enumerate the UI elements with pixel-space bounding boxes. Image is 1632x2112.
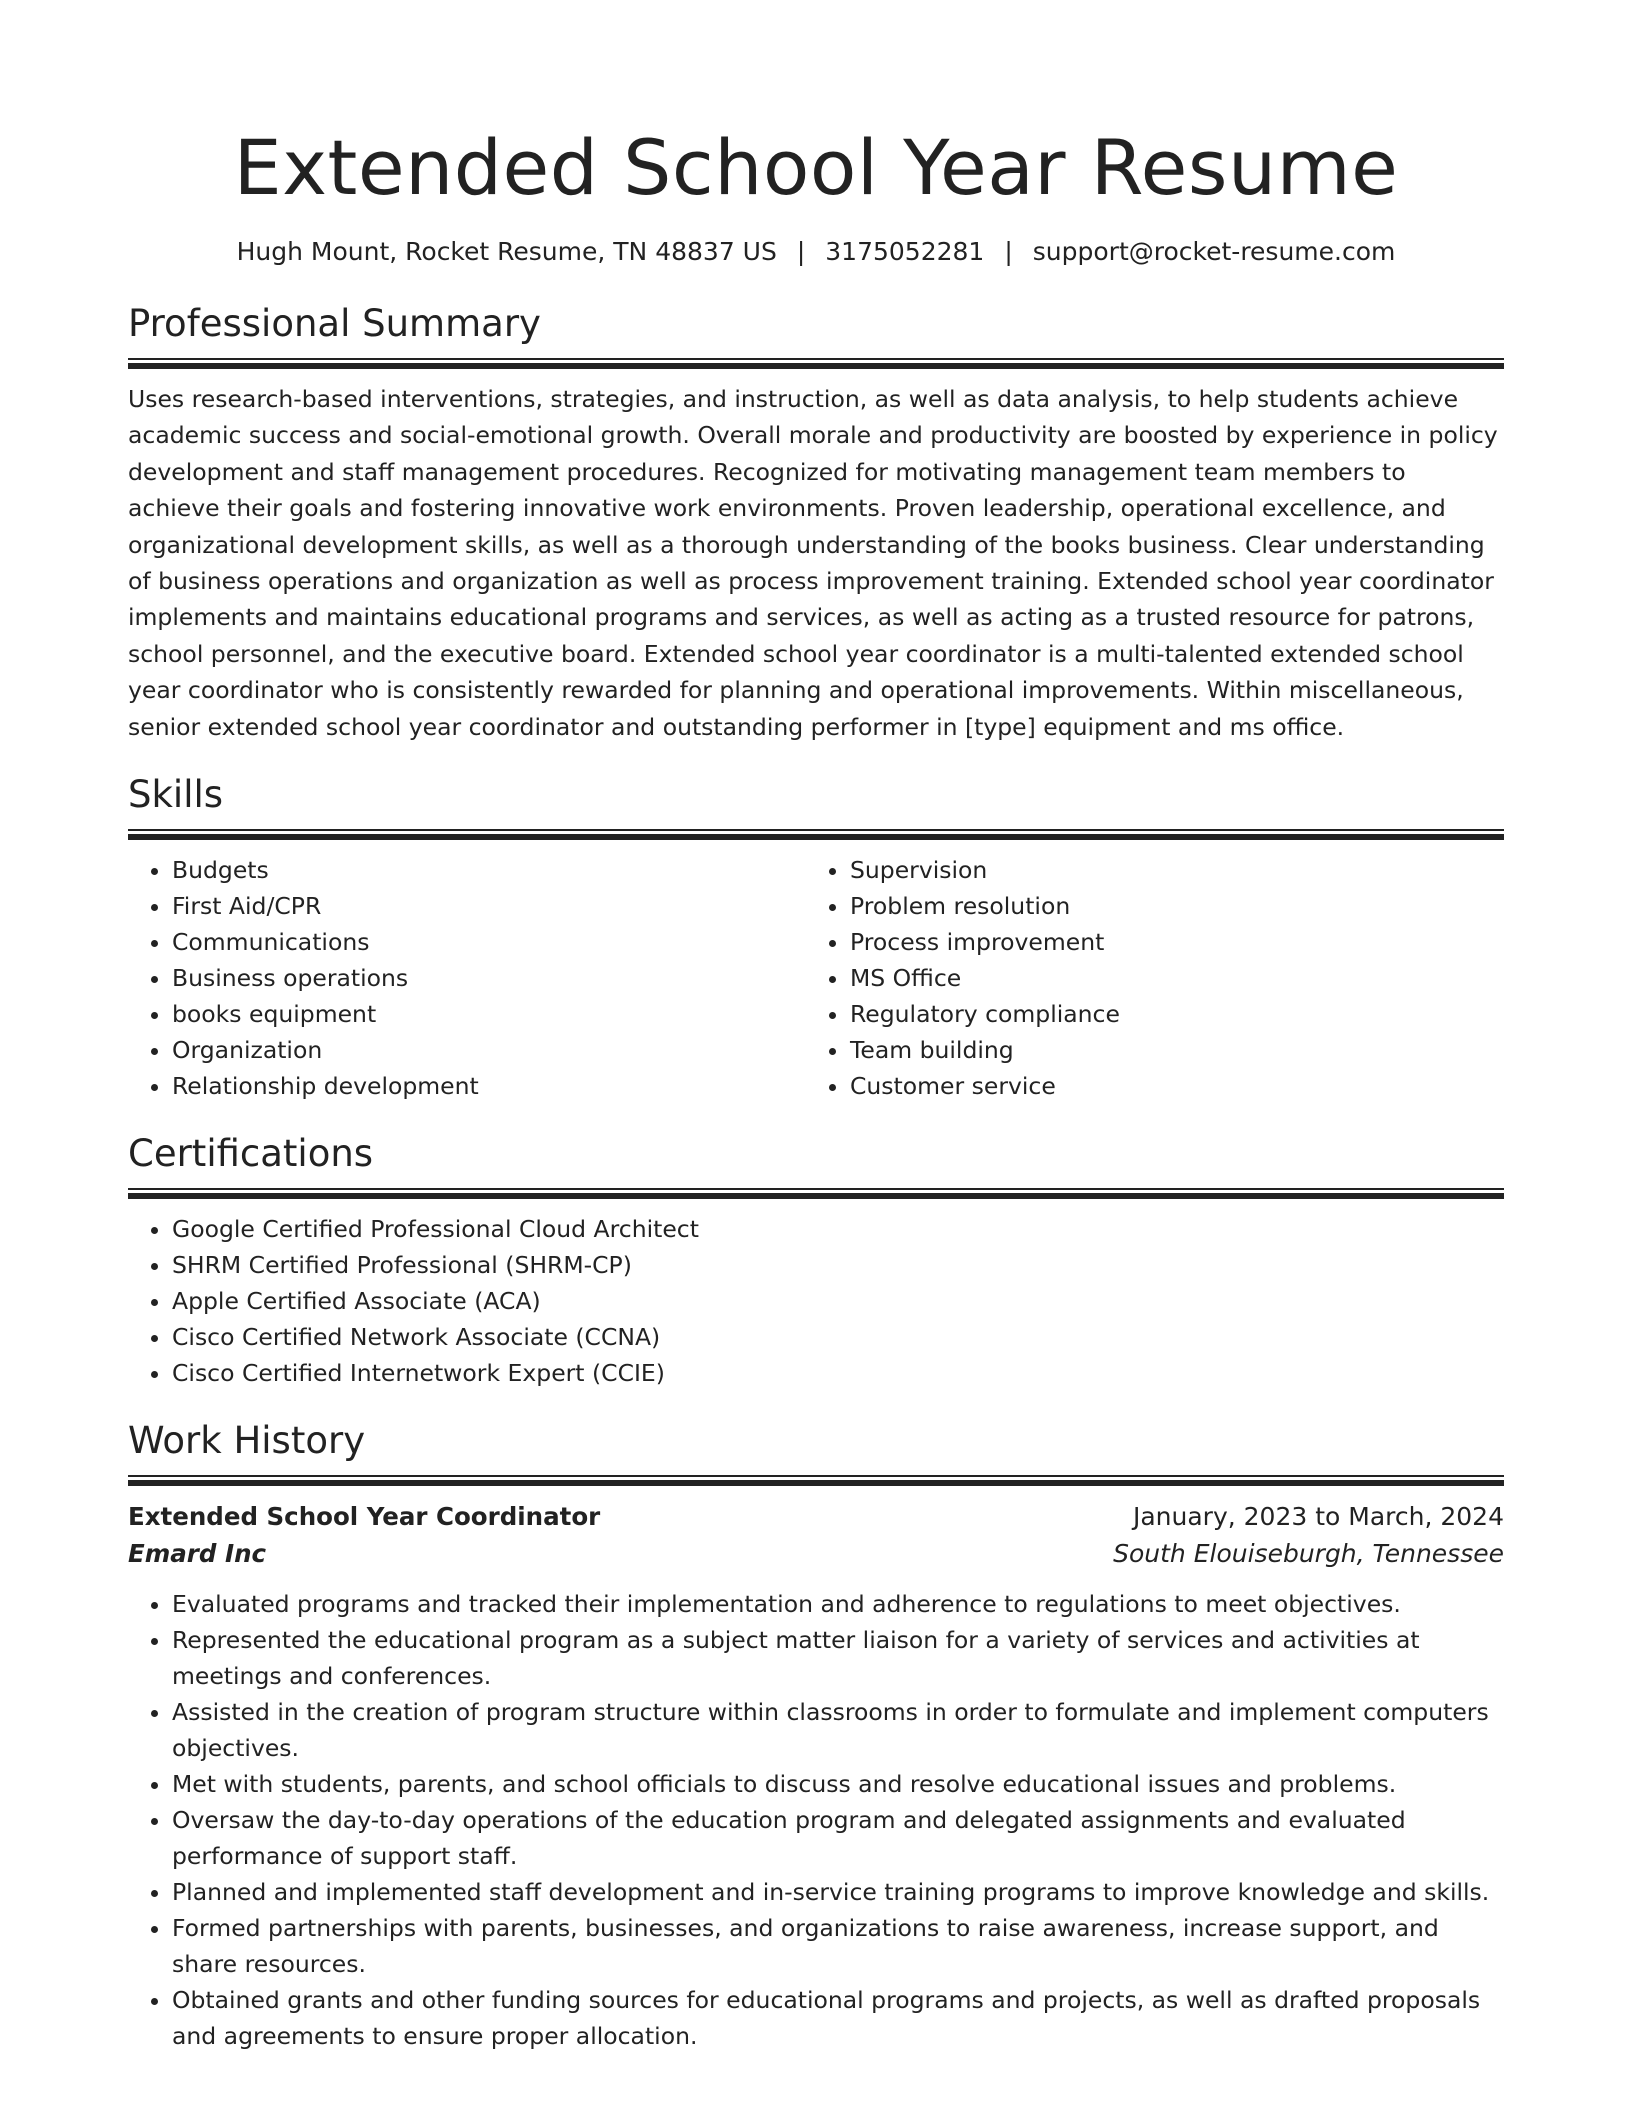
skill-item: • MS Office [850, 960, 1504, 996]
skill-item: • Budgets [172, 852, 806, 888]
skill-item: • Supervision [850, 852, 1504, 888]
certifications-section [128, 1130, 1504, 1391]
contact-separator: | [1004, 237, 1013, 266]
job-company: Emard Inc [128, 1539, 267, 1569]
job-bullet: • Formed partnerships with parents, businesses, and organizations to raise awareness, increase support, and share resources. [172, 1910, 1504, 1982]
skill-item: • Business operations [172, 960, 806, 996]
contact-address: Hugh Mount, Rocket Resume, TN 48837 US [236, 237, 777, 266]
section-divider [128, 1188, 1504, 1199]
skill-item: • Team building [850, 1032, 1504, 1068]
job-dates: January, 2023 to March, 2024 [1132, 1502, 1504, 1532]
section-divider [128, 1475, 1504, 1486]
skill-item: • Regulatory compliance [850, 996, 1504, 1032]
job-entry [128, 1498, 1504, 2054]
work-history-section [128, 1417, 1504, 2054]
job-bullet: • Planned and implemented staff development and in-service training programs to improve knowledge and skills. [172, 1874, 1504, 1910]
skills-list-right [806, 852, 1504, 1104]
job-header-row [128, 1498, 1504, 1535]
contact-email[interactable]: support@rocket-resume.com [1032, 237, 1396, 266]
section-heading-certifications: Certifications [128, 1132, 374, 1176]
skill-item: • Organization [172, 1032, 806, 1068]
contact-separator: | [796, 237, 806, 266]
skill-item: • Process improvement [850, 924, 1504, 960]
skill-item: • books equipment [172, 996, 806, 1032]
section-divider [128, 358, 1504, 369]
skill-item: • Communications [172, 924, 806, 960]
certification-item: • Apple Certified Associate (ACA) [172, 1283, 1504, 1319]
summary-section [128, 300, 1504, 745]
job-location: South Elouiseburgh, Tennessee [1113, 1539, 1504, 1569]
job-bullet: • Obtained grants and other funding sources for educational programs and projects, as well as drafted proposals and agreements to ensure proper allocation. [172, 1982, 1504, 2054]
skill-item: • Customer service [850, 1068, 1504, 1104]
skills-list-left [128, 852, 806, 1104]
job-subheader-row [128, 1535, 1504, 1572]
job-title: Extended School Year Coordinator [128, 1502, 601, 1532]
resume-page [128, 118, 1504, 2054]
job-bullet: • Represented the educational program as a subject matter liaison for a variety of services and activities at meetings and conferences. [172, 1622, 1504, 1694]
section-heading-skills: Skills [128, 773, 224, 817]
section-divider [128, 829, 1504, 840]
skills-section [128, 771, 1504, 1104]
certification-item: • Cisco Certified Internetwork Expert (CCIE) [172, 1355, 1504, 1391]
job-bullet: • Oversaw the day-to-day operations of the education program and delegated assignments and evaluated performance of support staff. [172, 1802, 1504, 1874]
resume-title: Extended School Year Resume [233, 123, 1399, 212]
skill-item: • Problem resolution [850, 888, 1504, 924]
section-heading-work-history: Work History [128, 1419, 366, 1463]
contact-phone[interactable]: 3175052281 [825, 237, 985, 266]
job-bullet: • Met with students, parents, and school officials to discuss and resolve educational issues and problems. [172, 1766, 1504, 1802]
job-bullet: • Assisted in the creation of program structure within classrooms in order to formulate and implement computers objectives. [172, 1694, 1504, 1766]
contact-line [128, 234, 1504, 270]
summary-text: Uses research-based interventions, strategies, and instruction, as well as data analysis, to help students achieve academic success and social-emotional growth. Overall morale and productivity are boosted by experience in policy development and staff management procedures. Recognized for motivating management team members to achieve their goals and fostering innovative work environments. Proven leadership, operational excellence, and organizational development skills, as well as a thorough understanding of the books business. Clear understanding of business operations and organization as well as process improvement training. Extended school year coordinator implements and maintains educational programs and services, as well as acting as a trusted resource for patrons, school personnel, and the executive board. Extended school year coordinator is a multi-talented extended school year coordinator who is consistently rewarded for planning and operational improvements. Within miscellaneous, senior extended school year coordinator and outstanding performer in [type] equipment and ms office. [128, 385, 1498, 741]
certification-item: • Google Certified Professional Cloud Architect [172, 1211, 1504, 1247]
job-bullets [128, 1586, 1504, 2054]
certification-item: • SHRM Certified Professional (SHRM-CP) [172, 1247, 1504, 1283]
skills-grid [128, 852, 1504, 1104]
section-heading-summary: Professional Summary [128, 302, 541, 345]
certifications-list [128, 1211, 1504, 1391]
job-bullet: • Evaluated programs and tracked their implementation and adherence to regulations to meet objectives. [172, 1586, 1504, 1622]
skill-item: • Relationship development [172, 1068, 806, 1104]
skill-item: • First Aid/CPR [172, 888, 806, 924]
certification-item: • Cisco Certified Network Associate (CCNA) [172, 1319, 1504, 1355]
